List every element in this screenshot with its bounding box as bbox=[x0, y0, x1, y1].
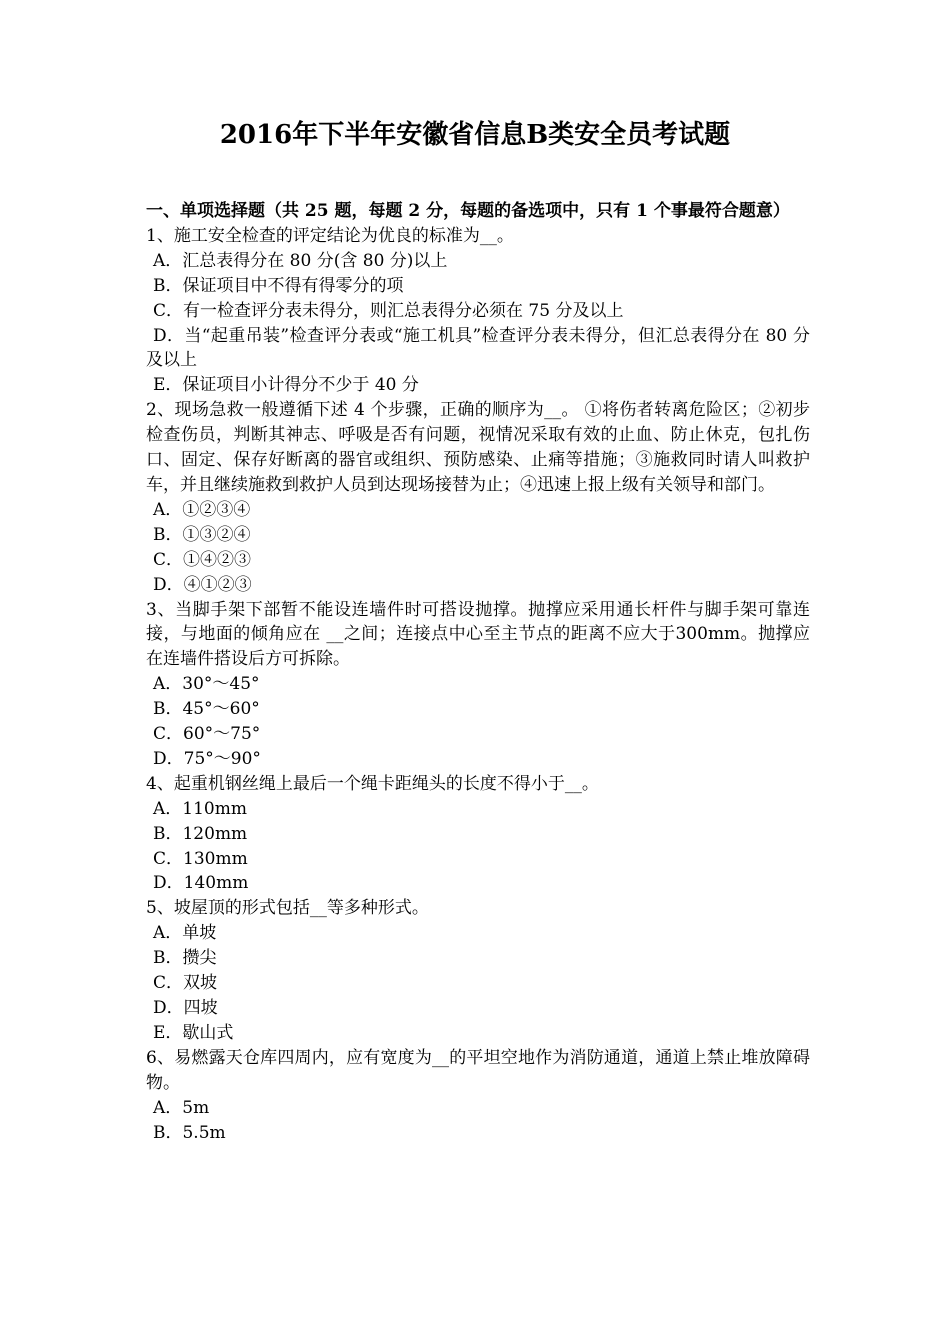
option-a: A．汇总表得分在 80 分(含 80 分)以上 bbox=[153, 250, 448, 271]
option-c: C．有一检查评分表未得分，则汇总表得分必须在 75 分及以上 bbox=[153, 300, 624, 321]
option-c: C．60°～75° bbox=[153, 724, 261, 745]
option-b: B．保证项目中不得有得零分的项 bbox=[153, 275, 404, 296]
option-c: C．双坡 bbox=[153, 973, 218, 994]
option-a: A．110mm bbox=[153, 798, 247, 819]
question-stem: 4、起重机钢丝绳上最后一个绳卡距绳头的长度不得小于__。 bbox=[146, 773, 599, 794]
question-stem: 5、坡屋顶的形式包括__等多种形式。 bbox=[146, 898, 429, 919]
option-d: D．75°～90° bbox=[153, 748, 261, 769]
section-heading: 一、单项选择题（共 25 题，每题 2 分，每题的备选项中，只有 1 个事最符合题意） bbox=[146, 201, 790, 221]
option-d: D．四坡 bbox=[153, 998, 218, 1018]
question-5 bbox=[146, 896, 810, 1045]
question-stem: 1、施工安全检查的评定结论为优良的标准为__。 bbox=[146, 225, 514, 246]
question-stem: 6、易燃露天仓库四周内，应有宽度为__的平坦空地作为消防通道，通道上禁止堆放障碍物。 bbox=[146, 1047, 810, 1093]
option-b: B．攒尖 bbox=[153, 948, 217, 969]
question-6 bbox=[146, 1046, 810, 1146]
option-b: B．45°～60° bbox=[153, 699, 260, 720]
question-4 bbox=[146, 772, 810, 897]
option-e: E．歇山式 bbox=[153, 1022, 234, 1043]
option-a: A．30°～45° bbox=[153, 674, 260, 695]
option-b: B．120mm bbox=[153, 823, 248, 844]
option-e: E．保证项目小计得分不少于 40 分 bbox=[153, 375, 419, 396]
option-a: A．单坡 bbox=[153, 923, 217, 944]
question-2 bbox=[146, 398, 810, 597]
question-stem: 3、当脚手架下部暂不能设连墙件时可搭设抛撑。抛撑应采用通长杆件与脚手架可靠连接，与地面的倾角应在 __之间；连接点中心至主节点的距离不应大于300mm。抛撑应在连墙件搭设后方可拆除。 bbox=[146, 599, 810, 670]
question-stem: 2、现场急救一般遵循下述 4 个步骤，正确的顺序为__。 ①将伤者转离危险区；②初步检查伤员，判断其神志、呼吸是否有问题，视情况采取有效的止血、防止休克，包扎伤口、固定、保存好断离的器官或组织、预防感染、止痛等措施；③施救同时请人叫救护车，并且继续施救到救护人员到达现场接替为止；④迅速上报上级有关领导和部门。 bbox=[146, 400, 810, 495]
question-3 bbox=[146, 598, 810, 772]
option-b: B．①③②④ bbox=[153, 524, 251, 545]
exam-content bbox=[146, 199, 810, 1145]
option-b: B．5.5m bbox=[153, 1122, 226, 1143]
option-a: A．①②③④ bbox=[153, 499, 251, 520]
question-1 bbox=[146, 224, 810, 398]
option-d: D．④①②③ bbox=[153, 574, 252, 595]
page-title: 2016年下半年安徽省信息B类安全员考试题 bbox=[219, 120, 731, 150]
option-c: C．①④②③ bbox=[153, 549, 252, 570]
option-d: D．当“起重吊装”检查评分表或“施工机具”检查评分表未得分，但汇总表得分在 80 分及以上 bbox=[146, 325, 810, 371]
option-a: A．5m bbox=[153, 1097, 210, 1118]
option-d: D．140mm bbox=[153, 873, 249, 894]
option-c: C．130mm bbox=[153, 848, 248, 869]
